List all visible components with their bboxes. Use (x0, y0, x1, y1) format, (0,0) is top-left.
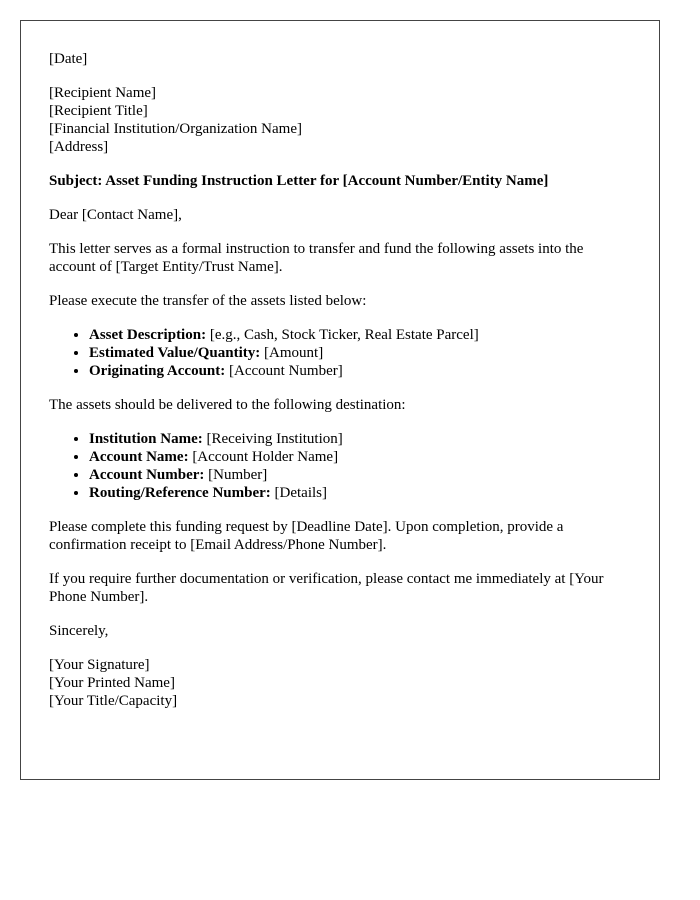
destination-list (49, 430, 631, 502)
letter-intro: This letter serves as a formal instruction to transfer and fund the following assets into the account of [Target Entity/Trust Name]. (49, 241, 584, 275)
letter-subject: Subject: Asset Funding Instruction Letter for [Account Number/Entity Name] (49, 173, 549, 189)
list-item-term: Originating Account: (89, 363, 226, 379)
destination-instruction: The assets should be delivered to the following destination: (49, 397, 406, 413)
recipient-organization: [Financial Institution/Organization Name] (49, 121, 302, 137)
list-item (89, 362, 631, 380)
letter-salutation: Dear [Contact Name], (49, 207, 182, 223)
list-item-term: Routing/Reference Number: (89, 485, 271, 501)
list-item-term: Asset Description: (89, 327, 207, 343)
list-item-value: [Amount] (260, 345, 324, 361)
list-item (89, 484, 631, 502)
recipient-name: [Recipient Name] (49, 85, 157, 101)
list-item-value: [e.g., Cash, Stock Ticker, Real Estate Parcel] (206, 327, 479, 343)
list-item-value: [Number] (204, 467, 268, 483)
printed-name: [Your Printed Name] (49, 675, 175, 691)
list-item-term: Account Number: (89, 467, 205, 483)
letter-date: [Date] (49, 51, 88, 67)
contact-paragraph: If you require further documentation or verification, please contact me immediately at [Your Phone Number]. (49, 571, 604, 605)
list-item (89, 430, 631, 448)
list-item-term: Institution Name: (89, 431, 203, 447)
list-item-value: [Details] (270, 485, 327, 501)
transfer-instruction: Please execute the transfer of the assets listed below: (49, 293, 367, 309)
list-item-term: Estimated Value/Quantity: (89, 345, 261, 361)
list-item (89, 326, 631, 344)
signature-line: [Your Signature] (49, 657, 150, 673)
letter-closing: Sincerely, (49, 623, 109, 639)
list-item (89, 466, 631, 484)
recipient-address: [Address] (49, 139, 109, 155)
completion-paragraph: Please complete this funding request by [Deadline Date]. Upon completion, provide a confirmation receipt to [Email Address/Phone Number]. (49, 519, 564, 553)
signer-title: [Your Title/Capacity] (49, 693, 178, 709)
signature-block (49, 656, 631, 710)
list-item-value: [Account Number] (225, 363, 343, 379)
list-item-value: [Account Holder Name] (188, 449, 339, 465)
list-item-value: [Receiving Institution] (202, 431, 343, 447)
list-item (89, 344, 631, 362)
asset-list (49, 326, 631, 380)
list-item (89, 448, 631, 466)
recipient-block (49, 84, 631, 156)
list-item-term: Account Name: (89, 449, 189, 465)
letter-page (20, 20, 660, 780)
recipient-title: [Recipient Title] (49, 103, 148, 119)
